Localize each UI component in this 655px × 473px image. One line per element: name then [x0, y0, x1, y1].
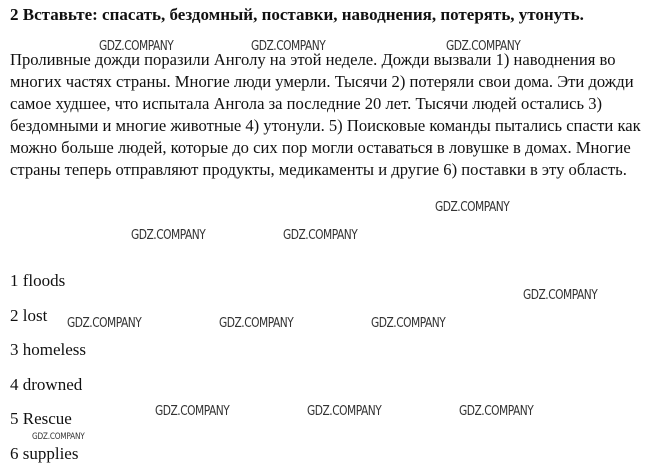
watermark: GDZ.COMPANY: [251, 39, 326, 54]
watermark: GDZ.COMPANY: [307, 404, 382, 419]
answer-item-3: 3 homeless: [10, 340, 87, 359]
exercise-paragraph: Проливные дожди поразили Анголу на этой неделе. Дожди вызвали 1) наводнения во многих частях страны. Многие люди умерли. Тысячи 2) потеряли свои дома. Эти дожди самое худшее, что испытала Ангола за последние 20 лет. Тысячи людей остались 3) бездомными и многие животные 4) утонули. 5) Поисковые команды пытались спасти как можно больше людей, которые до сих пор могли оставаться в ловушке в домах. Многие страны теперь отправляют продукты, медикаменты и другие 6) поставки в эту область.: [10, 50, 641, 179]
watermark: GDZ.COMPANY: [219, 316, 294, 331]
watermark: GDZ.COMPANY: [446, 39, 521, 54]
watermark: GDZ.COMPANY: [459, 404, 534, 419]
watermark: GDZ.COMPANY: [283, 228, 358, 243]
watermark: GDZ.COMPANY: [155, 404, 230, 419]
watermark: GDZ.COMPANY: [67, 316, 142, 331]
watermark: GDZ.COMPANY: [523, 288, 598, 303]
answer-item-6: 6 supplies: [10, 444, 79, 463]
answer-item-1: 1 floods: [10, 271, 66, 290]
watermark: GDZ.COMPANY: [131, 228, 206, 243]
answer-item-4: 4 drowned: [10, 375, 83, 394]
watermark: GDZ.COMPANY: [435, 200, 510, 215]
exercise-heading: 2 Вставьте: спасать, бездомный, поставки, наводнения, потерять, утонуть.: [10, 5, 584, 24]
answer-item-2: 2 lost: [10, 306, 48, 325]
watermark: GDZ.COMPANY: [371, 316, 446, 331]
watermark: GDZ.COMPANY: [32, 432, 85, 442]
watermark: GDZ.COMPANY: [99, 39, 174, 54]
answer-item-5: 5 Rescue: [10, 409, 72, 428]
